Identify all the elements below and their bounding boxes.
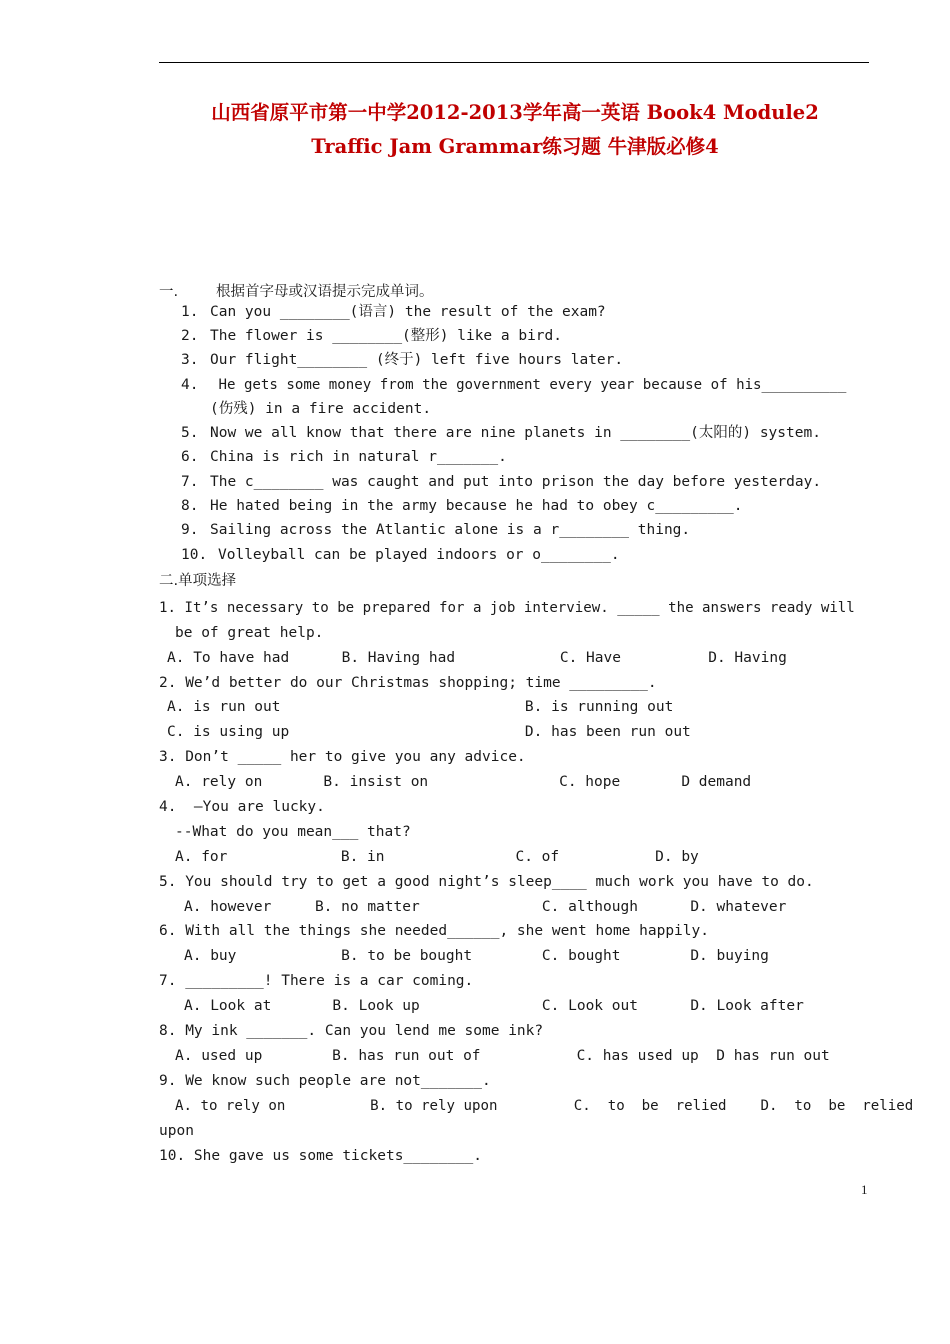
s2-line: A. to rely on B. to rely upon C. to be relied D. to be relied — [175, 1098, 914, 1114]
s2-line: A. used up B. has run out of C. has used up D has run out — [175, 1048, 830, 1064]
header-rule — [159, 62, 869, 63]
s1-item-text: He hated being in the army because he had to obey c_________. — [210, 498, 743, 514]
s1-item-num: 4. — [181, 377, 199, 393]
s1-item-num: 1. — [181, 304, 199, 320]
s2-line: 1. It’s necessary to be prepared for a job interview. _____ the answers ready will — [159, 600, 855, 616]
s2-line: A. Look at B. Look up C. Look out D. Look after — [184, 998, 804, 1014]
s1-item-num: 8. — [181, 498, 199, 514]
s1-item-text: Our flight________ (终于) left five hours later. — [210, 352, 624, 368]
s1-item-num: 7. — [181, 474, 199, 490]
s2-line: A. rely on B. insist on C. hope D demand — [175, 774, 752, 790]
s1-item-text: The flower is ________(整形) like a bird. — [210, 328, 563, 344]
s1-item-num: 3. — [181, 352, 199, 368]
s1-item-num: 10. — [181, 547, 208, 563]
s2-line: A. is run out B. is running out — [167, 699, 674, 715]
s2-line: 4. –You are lucky. — [159, 799, 325, 815]
doc-title-line2: Traffic Jam Grammar练习题 牛津版必修4 — [311, 135, 719, 158]
s2-line: A. however B. no matter C. although D. whatever — [184, 899, 787, 915]
s2-line: 10. She gave us some tickets________. — [159, 1148, 483, 1164]
doc-title-line1: 山西省原平市第一中学2012-2013学年高一英语 Book4 Module2 — [211, 101, 819, 124]
s1-item-num: 9. — [181, 522, 199, 538]
s1-item-text: He gets some money from the government every year because of his__________ — [210, 377, 847, 393]
s1-item-text: The c________ was caught and put into prison the day before yesterday. — [210, 474, 822, 490]
s1-item-text-continued: (伤残) in a fire accident. — [210, 401, 432, 417]
s2-line: C. is using up D. has been run out — [167, 724, 691, 740]
page-number: 1 — [861, 1182, 868, 1197]
s2-line: A. buy B. to be bought C. bought D. buying — [184, 948, 769, 964]
s2-line: A. To have had B. Having had C. Have D. Having — [167, 650, 787, 666]
s2-line: --What do you mean___ that? — [175, 824, 411, 840]
section1-heading-num: 一. — [159, 284, 179, 300]
s2-line: upon — [159, 1123, 194, 1139]
s2-line: 9. We know such people are not_______. — [159, 1073, 491, 1089]
s1-item-num: 2. — [181, 328, 199, 344]
s2-line: be of great help. — [175, 625, 324, 641]
s2-line: 3. Don’t _____ her to give you any advice. — [159, 749, 526, 765]
s1-item-text: Volleyball can be played indoors or o________. — [218, 547, 620, 563]
section2-heading: 二.单项选择 — [159, 573, 237, 589]
s1-item-num: 6. — [181, 449, 199, 465]
s2-line: 6. With all the things she needed______, she went home happily. — [159, 923, 709, 939]
s2-line: 2. We’d better do our Christmas shopping; time _________. — [159, 675, 657, 691]
s1-item-text: Sailing across the Atlantic alone is a r________ thing. — [210, 522, 691, 538]
s1-item-text: China is rich in natural r_______. — [210, 449, 507, 465]
section1-heading-text: 根据首字母或汉语提示完成单词。 — [216, 284, 434, 300]
s2-line: 8. My ink _______. Can you lend me some ink? — [159, 1023, 544, 1039]
s2-line: A. for B. in C. of D. by — [175, 849, 699, 865]
s1-item-text: Now we all know that there are nine planets in ________(太阳的) system. — [210, 425, 821, 441]
s1-item-num: 5. — [181, 425, 199, 441]
s2-line: 5. You should try to get a good night’s sleep____ much work you have to do. — [159, 874, 814, 890]
s1-item-text: Can you ________(语言) the result of the exam? — [210, 304, 606, 320]
s2-line: 7. _________! There is a car coming. — [159, 973, 474, 989]
